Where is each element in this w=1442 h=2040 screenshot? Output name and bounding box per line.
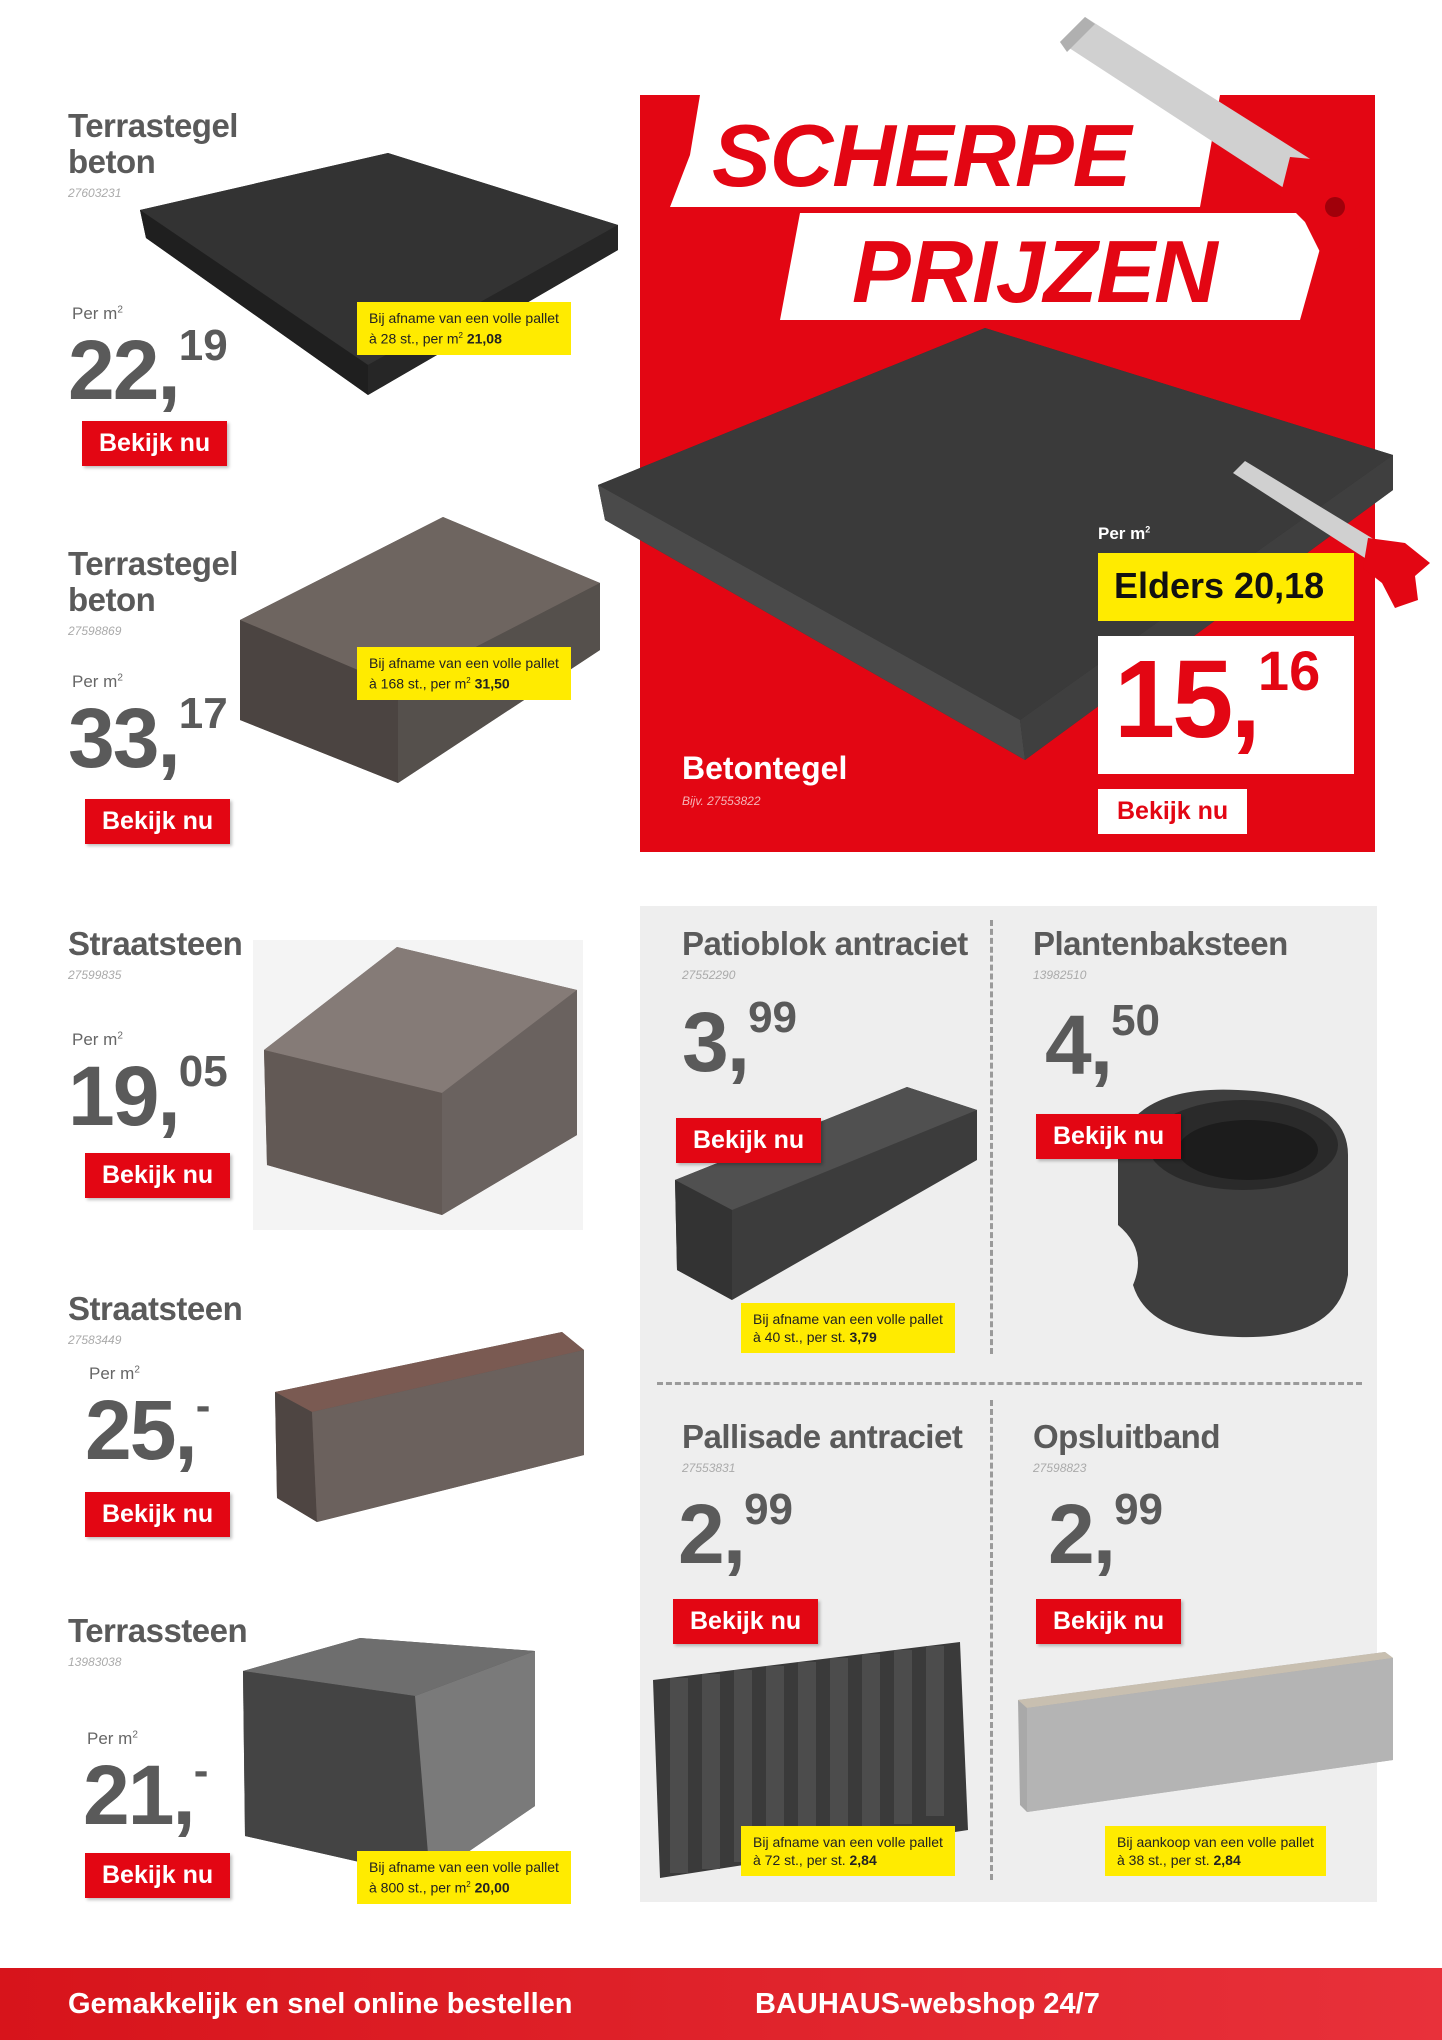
product-title: Straatsteen xyxy=(68,925,243,962)
bekijk-nu-button[interactable]: Bekijk nu xyxy=(82,421,227,466)
footer-left-text: Gemakkelijk en snel online bestellen xyxy=(68,1988,573,2020)
pallet-note: Bij aankoop van een volle pallet à 38 st., per st. 2,84 xyxy=(1105,1826,1326,1876)
product-sku: 13983038 xyxy=(68,1655,122,1669)
bekijk-nu-button[interactable]: Bekijk nu xyxy=(1036,1599,1181,1644)
banner-headline-2: PRIJZEN xyxy=(852,222,1217,321)
bekijk-nu-button[interactable]: Bekijk nu xyxy=(673,1599,818,1644)
product-plantenbaksteen xyxy=(1033,926,1288,982)
product-sku: 27552290 xyxy=(682,968,736,982)
product-sku: 27599835 xyxy=(68,968,122,982)
pallet-note: Bij afname van een volle pallet à 168 st., per $m^2$ 31,50 xyxy=(357,647,571,700)
per-m2-label: Per $m^2$ xyxy=(72,304,123,323)
product-price: 2,99 xyxy=(678,1485,794,1581)
product-straatsteen-1 xyxy=(68,926,242,982)
product-terrassteen xyxy=(68,1613,247,1669)
product-image-straatsteen-brick xyxy=(272,1330,587,1525)
bekijk-nu-button[interactable]: Bekijk nu xyxy=(85,1153,230,1198)
saw-icon xyxy=(1055,12,1415,272)
pallet-note: Bij afname van een volle pallet à 40 st., per st. 3,79 xyxy=(741,1303,955,1353)
bekijk-nu-button[interactable]: Bekijk nu xyxy=(676,1118,821,1163)
product-title: Terrastegel beton xyxy=(68,107,238,180)
bekijk-nu-button[interactable]: Bekijk nu xyxy=(85,1492,230,1537)
footer-bar xyxy=(0,1968,1442,2040)
product-title: Patioblok antraciet xyxy=(682,925,968,962)
product-price: 2,99 xyxy=(1048,1485,1164,1581)
footer-webshop-link[interactable]: BAUHAUS-webshop 24/7 xyxy=(755,1988,1100,2020)
banner-product-title: Betontegel xyxy=(682,750,848,786)
product-sku: 27553831 xyxy=(682,1461,736,1475)
product-title: Opsluitband xyxy=(1033,1418,1220,1455)
per-m2-label: Per $m^2$ xyxy=(89,1364,140,1383)
product-title: Terrastegel beton xyxy=(68,545,238,618)
banner-per-m2: Per $m^2$ xyxy=(1098,524,1151,543)
bekijk-nu-button[interactable]: Bekijk nu xyxy=(85,799,230,844)
grid-divider-horizontal xyxy=(657,1382,1362,1385)
elders-price-badge: Elders 20,18 xyxy=(1098,553,1354,621)
per-m2-label: Per $m^2$ xyxy=(72,672,123,691)
banner-headline-1: SCHERPE xyxy=(712,106,1131,205)
product-title: Straatsteen xyxy=(68,1290,243,1327)
grid-divider-vertical xyxy=(990,1400,993,1880)
product-straatsteen-2 xyxy=(68,1291,242,1347)
product-image-opsluitband xyxy=(1015,1650,1395,1815)
product-sku: 27598823 xyxy=(1033,1461,1087,1475)
product-terrastegel-2 xyxy=(68,546,238,638)
product-sku: 27598869 xyxy=(68,624,122,638)
bekijk-nu-button[interactable]: Bekijk nu xyxy=(1036,1114,1181,1159)
product-price: 25,- xyxy=(85,1381,211,1477)
grid-divider-vertical xyxy=(990,920,993,1354)
product-opsluitband xyxy=(1033,1419,1220,1475)
product-image-straatsteen-grey xyxy=(262,945,582,1220)
per-m2-label: Per $m^2$ xyxy=(87,1729,138,1748)
product-price: 21,- xyxy=(83,1746,209,1842)
product-image-terrassteen xyxy=(240,1636,540,1881)
product-price: 22,19 xyxy=(68,321,228,417)
bekijk-nu-button[interactable]: Bekijk nu xyxy=(85,1853,230,1898)
per-m2-label: Per $m^2$ xyxy=(72,1030,123,1049)
product-price: 19,05 xyxy=(68,1047,228,1143)
product-sku: 27603231 xyxy=(68,186,122,200)
product-price: 4,50 xyxy=(1045,996,1161,1092)
pallet-note: Bij afname van een volle pallet à 28 st., per $m^2$ 21,08 xyxy=(357,302,571,355)
product-sku: 27583449 xyxy=(68,1333,122,1347)
pallet-note: Bij afname van een volle pallet à 800 st., per $m^2$ 20,00 xyxy=(357,1851,571,1904)
product-sku: 13982510 xyxy=(1033,968,1087,982)
banner-product-sku: Bijv. 27553822 xyxy=(682,794,761,808)
product-price: 3,99 xyxy=(682,993,798,1089)
product-title: Pallisade antraciet xyxy=(682,1418,963,1455)
banner-bekijk-nu-button[interactable]: Bekijk nu xyxy=(1098,789,1247,834)
product-title: Plantenbaksteen xyxy=(1033,925,1288,962)
product-patioblok xyxy=(682,926,968,982)
banner-price: 15,16 xyxy=(1114,638,1321,761)
product-pallisade xyxy=(682,1419,962,1475)
product-title: Terrassteen xyxy=(68,1612,248,1649)
pallet-note: Bij afname van een volle pallet à 72 st., per st. 2,84 xyxy=(741,1826,955,1876)
product-price: 33,17 xyxy=(68,689,228,785)
